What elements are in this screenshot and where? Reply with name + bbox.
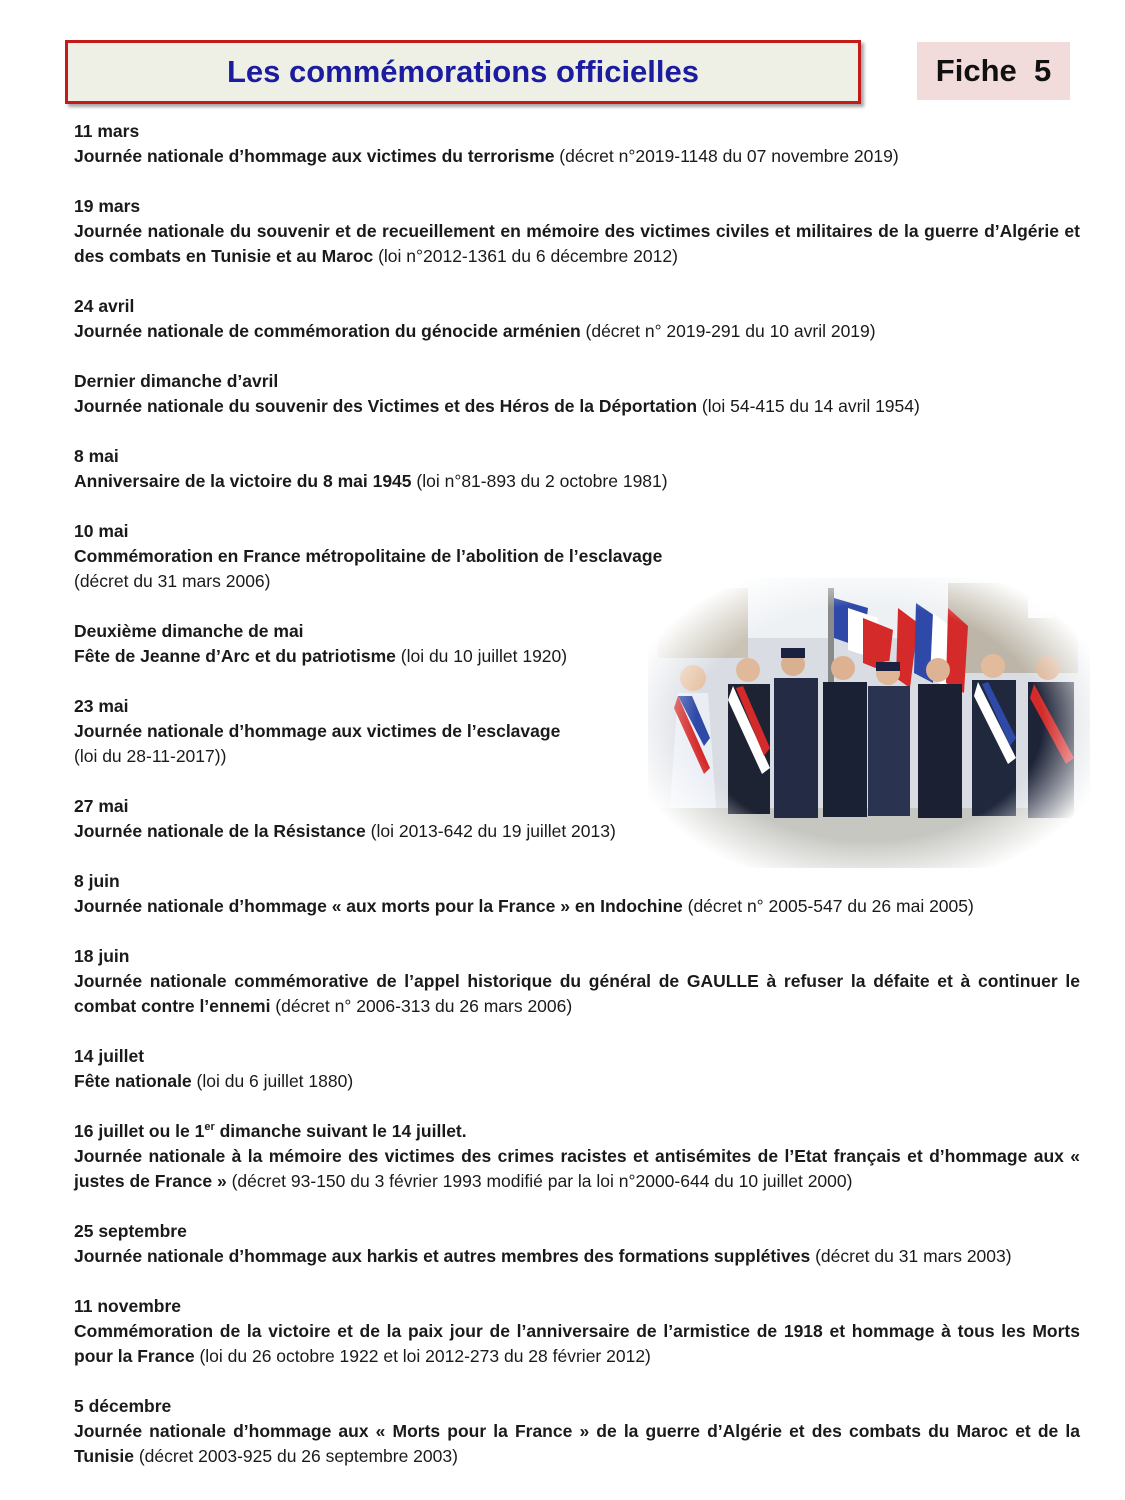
entry-reference: (décret n°2019-1148 du 07 novembre 2019) (554, 146, 899, 166)
entry-reference: (décret du 31 mars 2003) (810, 1246, 1012, 1266)
entry-date-tail: dimanche suivant le 14 juillet. (214, 1121, 467, 1141)
entry-text (74, 394, 1080, 419)
entry-date-main: 16 juillet ou le 1 (74, 1121, 205, 1141)
entry-title: Journée nationale d’hommage « aux morts pour la France » en Indochine (74, 896, 683, 916)
entry-dernier-dimanche-avril (74, 369, 1080, 419)
entry-title: Journée nationale d’hommage aux victimes du terrorisme (74, 146, 555, 166)
entry-11-novembre (74, 1294, 1080, 1369)
entry-title: Journée nationale d’hommage aux « Morts pour la France » de la guerre d’Algérie et des combats du Maroc et de la Tunisie (74, 1421, 1080, 1466)
entry-text (74, 969, 1080, 1019)
entry-reference: (décret n° 2019-291 du 10 avril 2019) (580, 321, 876, 341)
entry-text (74, 819, 674, 844)
entry-14-juillet (74, 1044, 1080, 1094)
entry-18-juin (74, 944, 1080, 1019)
entry-text (74, 1419, 1080, 1469)
entry-reference: (loi du 6 juillet 1880) (191, 1071, 354, 1091)
entry-8-juin (74, 869, 1080, 919)
ceremony-photo (648, 578, 1090, 868)
entry-text (74, 1144, 1080, 1194)
entry-title: Journée nationale à la mémoire des victimes des crimes racistes et antisémites de l’Etat français et d’hommage aux « justes de France » (74, 1146, 1080, 1191)
entry-reference: (loi du 26 octobre 1922 et loi 2012-273 du 28 février 2012) (194, 1346, 651, 1366)
entry-5-decembre (74, 1394, 1080, 1469)
entry-date (74, 1119, 1080, 1144)
entry-date: 8 juin (74, 871, 120, 891)
entry-text (74, 144, 1080, 169)
fiche-label: Fiche 5 (935, 53, 1052, 88)
entry-text (74, 319, 1080, 344)
entry-date: Deuxième dimanche de mai (74, 621, 304, 641)
entry-title: Journée nationale de commémoration du génocide arménien (74, 321, 581, 341)
entry-reference: (décret du 31 mars 2006) (74, 571, 271, 591)
entry-date: 24 avril (74, 296, 135, 316)
entry-reference: (décret 93-150 du 3 février 1993 modifié par la loi n°2000-644 du 10 juillet 2000) (226, 1171, 853, 1191)
entry-text (74, 1244, 1080, 1269)
fiche-badge (917, 42, 1070, 100)
entry-reference: (loi 54-415 du 14 avril 1954) (697, 396, 920, 416)
entry-date: 10 mai (74, 521, 129, 541)
entry-title: Commémoration en France métropolitaine de l’abolition de l’esclavage (74, 546, 663, 566)
entry-reference: (loi du 28-11-2017)) (74, 746, 227, 766)
entry-text (74, 219, 1080, 269)
entry-date: 8 mai (74, 446, 119, 466)
entry-date: 18 juin (74, 946, 130, 966)
entry-reference: (loi du 10 juillet 1920) (395, 646, 568, 666)
entry-title: Journée nationale de la Résistance (74, 821, 366, 841)
entry-11-mars (74, 119, 1080, 169)
entry-date: 19 mars (74, 196, 141, 216)
entry-title: Journée nationale du souvenir et de recueillement en mémoire des victimes civiles et militaires de la guerre d’Algérie et des combats en Tunisie et au Maroc (74, 221, 1080, 266)
entry-text (74, 1069, 1080, 1094)
entry-date: 23 mai (74, 696, 129, 716)
entry-text (74, 1319, 1080, 1369)
entry-reference: (décret n° 2006-313 du 26 mars 2006) (270, 996, 573, 1016)
entry-reference: (loi n°2012-1361 du 6 décembre 2012) (373, 246, 678, 266)
entry-title: Anniversaire de la victoire du 8 mai 1945 (74, 471, 412, 491)
ceremony-photo-illustration (648, 578, 1090, 868)
entry-text (74, 544, 674, 594)
entry-title: Journée nationale d’hommage aux victimes de l’esclavage (74, 721, 561, 741)
entry-24-avril (74, 294, 1080, 344)
entry-text (74, 469, 1080, 494)
entry-title: Journée nationale commémorative de l’appel historique du général de GAULLE à refuser la défaite et à continuer le combat contre l’ennemi (74, 971, 1080, 1016)
entry-date: 11 mars (74, 121, 140, 141)
entry-text (74, 894, 1080, 919)
entry-date: 14 juillet (74, 1046, 145, 1066)
entry-date: Dernier dimanche d’avril (74, 371, 279, 391)
entry-title: Fête de Jeanne d’Arc et du patriotisme (74, 646, 396, 666)
entry-title: Commémoration de la victoire et de la paix jour de l’anniversaire de l’armistice de 1918 et hommage à tous les Morts pour la France (74, 1321, 1080, 1366)
entry-reference: (décret 2003-925 du 26 septembre 2003) (133, 1446, 458, 1466)
entry-reference: (décret n° 2005-547 du 26 mai 2005) (682, 896, 974, 916)
entry-date: 11 novembre (74, 1296, 181, 1316)
entry-19-mars (74, 194, 1080, 269)
entry-date: 25 septembre (74, 1221, 187, 1241)
entry-text (74, 644, 674, 669)
entry-8-mai (74, 444, 1080, 494)
entry-title: Journée nationale du souvenir des Victimes et des Héros de la Déportation (74, 396, 698, 416)
entry-date: 5 décembre (74, 1396, 172, 1416)
entry-date-sup: er (204, 1121, 215, 1134)
entry-date: 27 mai (74, 796, 129, 816)
entry-title: Journée nationale d’hommage aux harkis et autres membres des formations supplétives (74, 1246, 811, 1266)
entry-title: Fête nationale (74, 1071, 192, 1091)
entry-reference: (loi n°81-893 du 2 octobre 1981) (411, 471, 668, 491)
title-box (65, 40, 861, 104)
entry-16-juillet (74, 1119, 1080, 1194)
entry-reference: (loi 2013-642 du 19 juillet 2013) (365, 821, 616, 841)
entry-text (74, 719, 674, 769)
page-title: Les commémorations officielles (226, 54, 700, 89)
entry-25-septembre (74, 1219, 1080, 1269)
